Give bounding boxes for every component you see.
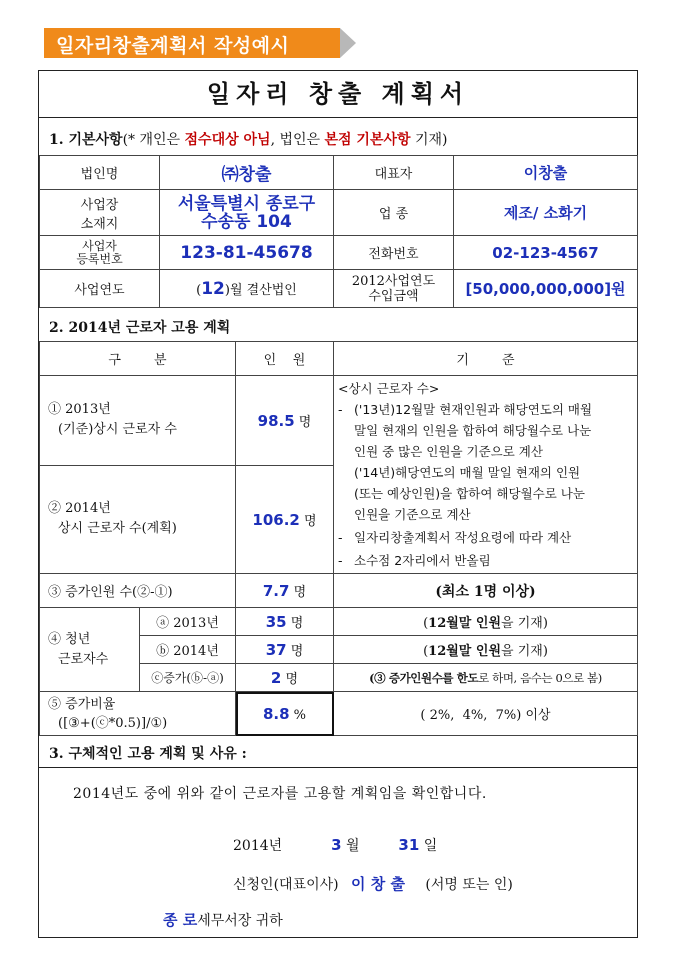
criteria-line: 소수점 2자리에서 반올림 — [354, 553, 491, 568]
bizno-label — [40, 236, 160, 270]
section1-heading-text: 1. 기본사항 — [49, 132, 123, 148]
row5-label-a: ⑤ 증가비율 — [48, 696, 116, 712]
header-banner — [44, 28, 356, 58]
row2-value: 106.2 — [252, 510, 300, 529]
employment-plan-table — [39, 341, 638, 736]
banner-title: 일자리창출계획서 작성예시 — [56, 35, 290, 57]
table-row — [40, 236, 638, 270]
row4-label-a: ④ 청년 — [48, 631, 91, 647]
table-row — [40, 608, 638, 636]
header-inwon: 인 원 — [236, 342, 334, 376]
revenue-label-2: 수입금액 — [368, 288, 419, 304]
address-value-2: 수송동 104 — [201, 211, 292, 232]
criteria-line: 일자리창출계획서 작성요령에 따라 계산 — [354, 530, 572, 545]
confirm-text: 2014년도 중에 위와 같이 근로자를 고용할 계획임을 확인합니다. — [73, 786, 487, 802]
row2-value-cell — [236, 465, 334, 573]
address-label-1: 사업장 — [80, 197, 119, 213]
section2-heading: 2. 2014년 근로자 고용 계획 — [49, 320, 231, 336]
row4b-crit-close: 을 기재) — [501, 644, 548, 659]
section1-note-close: 기재) — [410, 132, 448, 148]
row4b-sub: ⓑ 2014년 — [140, 636, 236, 664]
corp-name-label: 법인명 — [40, 156, 160, 190]
applicant-name: 이 창 출 — [351, 875, 405, 893]
criteria-cell — [334, 376, 638, 574]
row4c-value: 2 — [270, 669, 282, 687]
date-line — [233, 835, 437, 855]
row4b-crit-open: ( — [423, 644, 429, 659]
row4a-crit-close: 을 기재) — [501, 616, 548, 631]
row4b-crit-bold: 12월말 인원 — [428, 644, 502, 659]
row3-value-cell — [236, 574, 334, 608]
row3-value: 7.7 — [262, 582, 290, 600]
basic-info-table — [39, 155, 638, 308]
row1-label — [40, 376, 236, 466]
criteria-dash: - — [338, 553, 343, 568]
form-frame — [38, 70, 638, 938]
criteria-line: ('14년)해당연도의 매월 말일 현재의 인원 — [354, 465, 581, 480]
section1-note-red2: 본점 기본사항 — [324, 132, 411, 148]
industry-value: 제조/ 소화기 — [454, 190, 638, 236]
section3-divider — [39, 767, 637, 768]
fiscal-rest: )월 결산법인 — [224, 282, 297, 298]
row1-value-cell — [236, 376, 334, 466]
office-line — [163, 909, 283, 930]
fiscal-open: ( — [196, 282, 202, 298]
row4c-sub: ⓒ증가(ⓑ-ⓐ) — [140, 664, 236, 692]
criteria-dash: - — [338, 530, 343, 545]
office-name: 종 로 — [163, 911, 198, 929]
row4b-value-cell — [236, 636, 334, 664]
row3-criteria: (최소 1명 이상) — [334, 574, 638, 608]
revenue-label — [334, 270, 454, 308]
row5-label — [40, 692, 236, 736]
row4-label-b: 근로자수 — [58, 651, 109, 667]
fiscal-year-value — [160, 270, 334, 308]
table-row — [40, 692, 638, 736]
criteria-line: (또는 예상인원)을 합하여 해당월수로 나눈 — [354, 486, 585, 501]
row4b-unit: 명 — [290, 644, 304, 659]
table-row — [40, 574, 638, 608]
row2-unit: 명 — [304, 513, 317, 529]
row5-value: 8.8 — [262, 704, 290, 723]
row4b-criteria — [334, 636, 638, 664]
table-row — [40, 190, 638, 236]
date-year: 2014년 — [233, 838, 283, 854]
section1-heading — [49, 129, 448, 149]
row2-label-b: 상시 근로자 수(계획) — [58, 521, 177, 537]
criteria-line: 인원 중 많은 인원을 기준으로 계산 — [354, 444, 543, 459]
table-row — [40, 270, 638, 308]
fiscal-year-label: 사업연도 — [40, 270, 160, 308]
section1-note-red1: 점수대상 아님 — [184, 132, 271, 148]
row4a-crit-open: ( — [423, 616, 429, 631]
row4-label — [40, 608, 140, 692]
row2-label — [40, 465, 236, 573]
address-value-1: 서울특별시 종로구 — [177, 193, 316, 214]
row4a-value: 35 — [265, 613, 287, 631]
header-gubun: 구 분 — [40, 342, 236, 376]
table-row — [40, 342, 638, 376]
row3-unit: 명 — [293, 585, 307, 600]
document-title: 일자리 창출 계획서 — [39, 71, 637, 118]
row5-label-b: ([③+(ⓒ*0.5)]/①) — [58, 715, 168, 731]
table-row — [40, 156, 638, 190]
row4a-value-cell — [236, 608, 334, 636]
date-month: 3 — [331, 836, 342, 854]
bizno-label-1: 사업자 — [82, 238, 117, 253]
row2-label-a: ② 2014년 — [48, 501, 111, 517]
row4c-criteria — [334, 664, 638, 692]
criteria-line: <상시 근로자 수> — [338, 381, 440, 396]
criteria-line: 인원을 기준으로 계산 — [354, 507, 471, 522]
row5-criteria: ( 2%, 4%, 7%) 이상 — [334, 692, 638, 736]
row4a-unit: 명 — [290, 616, 304, 631]
address-value — [160, 190, 334, 236]
row3-label: ③ 증가인원 수(②-①) — [40, 574, 236, 608]
section3-heading: 3. 구체적인 고용 계획 및 사유 : — [49, 746, 247, 762]
row4a-crit-bold: 12월말 인원 — [428, 616, 502, 631]
date-day-unit: 일 — [423, 838, 438, 854]
applicant-line — [233, 873, 513, 894]
corp-name-value: ㈜창출 — [160, 156, 334, 190]
ceo-label: 대표자 — [334, 156, 454, 190]
row1-value: 98.5 — [257, 411, 295, 430]
date-day: 31 — [398, 836, 420, 854]
banner-arrow-icon — [340, 28, 356, 58]
section1-note-open: (* 개인은 — [122, 132, 185, 148]
address-label-2: 소재지 — [80, 216, 119, 232]
row1-label-b: (기준)상시 근로자 수 — [58, 422, 177, 438]
row4c-value-cell — [236, 664, 334, 692]
ceo-value: 이창출 — [454, 156, 638, 190]
phone-label: 전화번호 — [334, 236, 454, 270]
office-rest: 세무서장 귀하 — [197, 913, 283, 929]
row5-value-cell — [236, 692, 334, 736]
row4a-sub: ⓐ 2013년 — [140, 608, 236, 636]
section1-note-mid: , 법인은 — [270, 132, 325, 148]
revenue-value: [50,000,000,000]원 — [454, 270, 638, 308]
header-gijun: 기 준 — [334, 342, 638, 376]
row4a-criteria — [334, 608, 638, 636]
row5-unit: % — [293, 707, 307, 723]
table-row — [40, 376, 638, 466]
criteria-line: ('13년)12월말 현재인원과 해당연도의 매월 — [354, 402, 593, 417]
bizno-label-2: 등록번호 — [76, 251, 123, 266]
criteria-line: 말일 현재의 인원을 합하여 해당월수로 나눈 — [354, 423, 592, 438]
bizno-value: 123-81-45678 — [160, 236, 334, 270]
row4c-unit: 명 — [285, 672, 299, 687]
criteria-dash: - — [338, 402, 343, 417]
row4b-value: 37 — [265, 641, 287, 659]
applicant-label: 신청인(대표이사) — [233, 877, 339, 893]
row4c-crit-close: 로 하며, 음수는 0으로 봄) — [478, 670, 602, 685]
fiscal-month: 12 — [201, 278, 225, 299]
address-label — [40, 190, 160, 236]
row1-unit: 명 — [298, 414, 312, 430]
industry-label: 업 종 — [334, 190, 454, 236]
phone-value: 02-123-4567 — [454, 236, 638, 270]
revenue-label-1: 2012사업연도 — [351, 273, 436, 289]
row4c-crit-bold: (③ 증가인원수를 한도 — [369, 670, 479, 685]
date-month-unit: 월 — [345, 838, 360, 854]
row1-label-a: ① 2013년 — [48, 402, 111, 418]
sign-note: (서명 또는 인) — [425, 877, 513, 893]
